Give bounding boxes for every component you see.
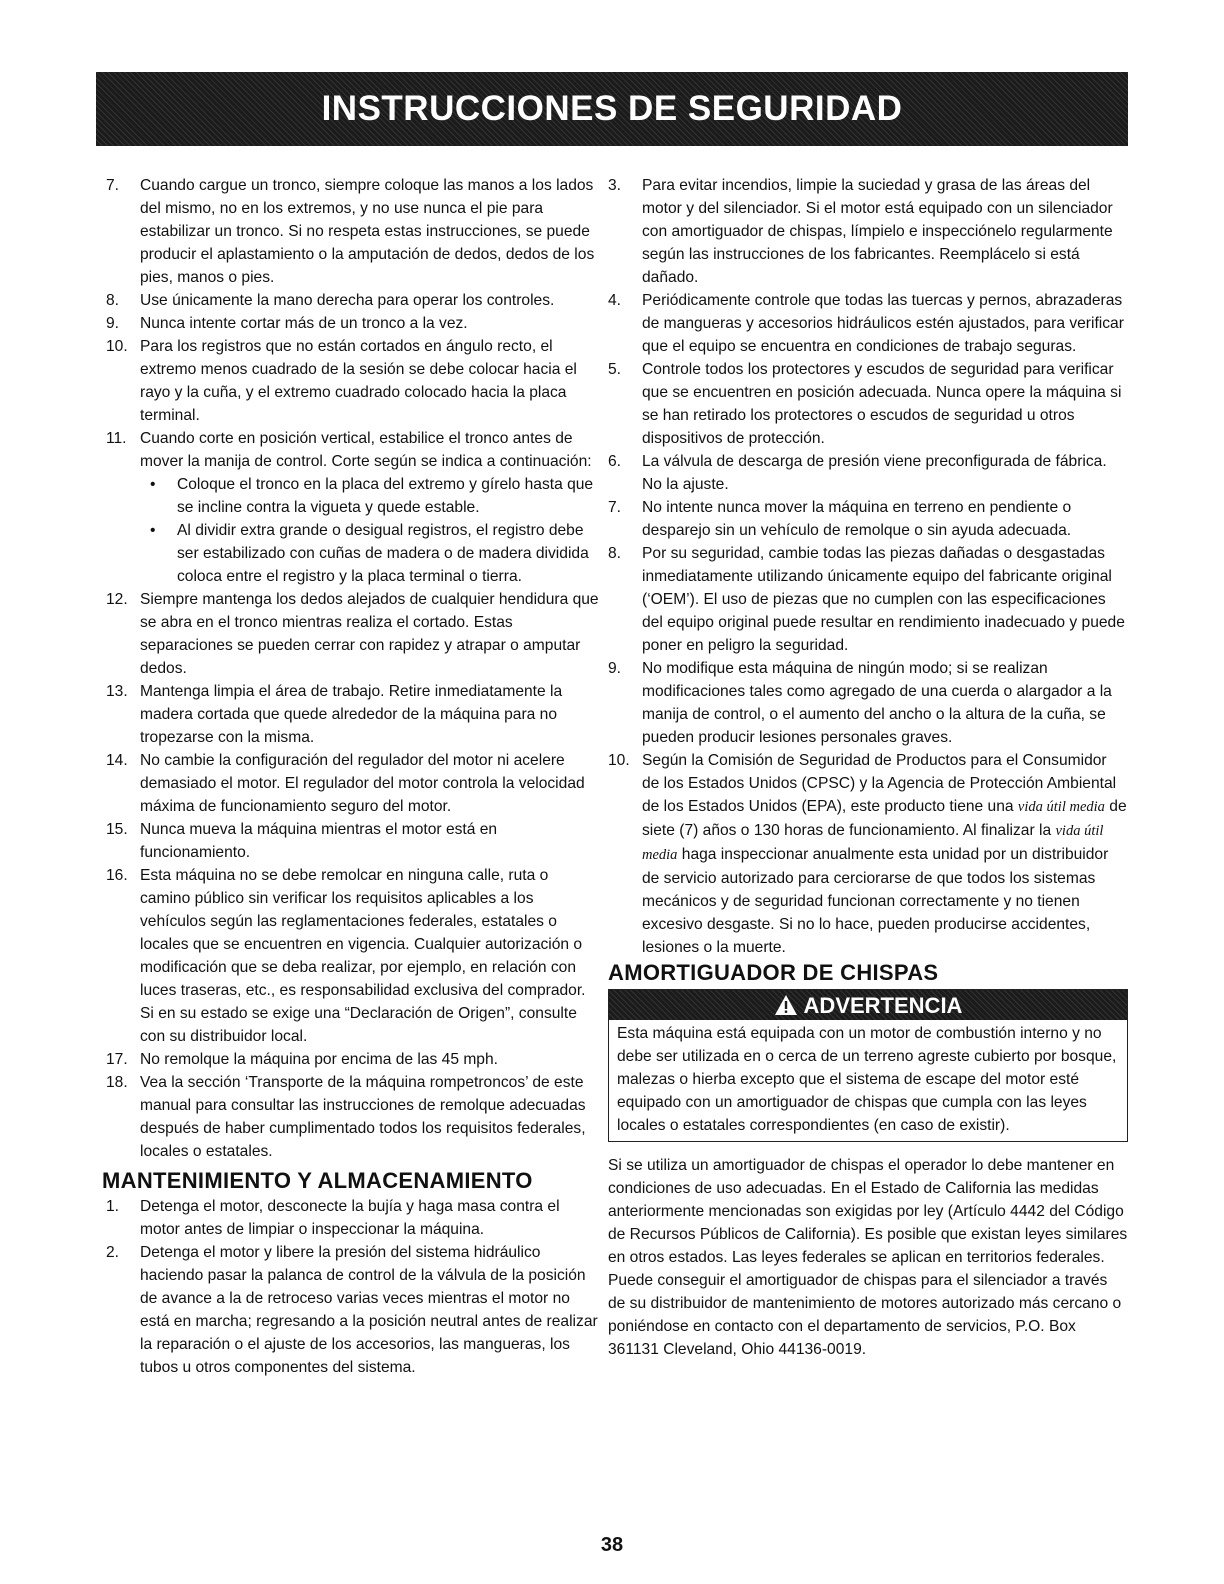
item-number: 1. — [106, 1198, 120, 1215]
list-item — [106, 818, 600, 864]
item-text: Nunca intente cortar más de un tronco a la vez. — [140, 315, 468, 332]
item-number: 17. — [106, 1051, 128, 1068]
maintenance-heading: MANTENIMIENTO Y ALMACENAMIENTO — [102, 1168, 533, 1193]
item-text: No cambie la configuración del regulador del motor ni acelere demasiado el motor. El regulador del motor controla la velocidad máxima de funcionamiento seguro del motor. — [140, 752, 585, 815]
list-item — [608, 358, 1128, 450]
item-text: No intente nunca mover la máquina en terreno en pendiente o desparejo sin un vehículo de remolque o sin ayuda adecuada. — [642, 499, 1072, 539]
item-text: Detenga el motor y libere la presión del sistema hidráulico haciendo pasar la palanca de control de la válvula de la posición de avance a la de retroceso varias veces mientras el motor no está en marcha; regresando a la posición neutral antes de realizar la reparación o el ajuste de los accesorios, las mangueras, los tubos u otros componentes del sistema. — [140, 1244, 598, 1376]
bullet-list — [140, 473, 600, 588]
item-text: Para los registros que no están cortados en ángulo recto, el extremo menos cuadrado de la sesión se debe colocar hacia el rayo y la cuña, y el extremo cuadrado colocado hacia la placa terminal. — [140, 338, 577, 424]
item-number: 8. — [106, 292, 120, 309]
title-banner — [96, 72, 1128, 146]
paragraph: Puede conseguir el amortiguador de chispas para el silenciador a través de su distribuidor de mantenimiento de motores autorizado más cercano o poniéndose en contacto con el departamento de servicios, P.O. Box 361131 Cleveland, Ohio 44136-0019. — [608, 1272, 1122, 1358]
list-item — [106, 427, 600, 588]
warning-banner — [609, 990, 1127, 1020]
list-item — [106, 1241, 600, 1379]
right-column — [608, 174, 1128, 1361]
item-text: Según la Comisión de Seguridad de Productos para el Consumidor de los Estados Unidos (CPSC) y la Agencia de Protección Ambiental de los Estados Unidos (EPA), este producto tiene una — [642, 752, 1117, 815]
list-item — [106, 335, 600, 427]
list-item — [106, 864, 600, 1048]
item-number: 10. — [608, 752, 630, 769]
item-text: Nunca mueva la máquina mientras el motor está en funcionamiento. — [140, 821, 498, 861]
list-item — [106, 749, 600, 818]
warning-triangle-icon — [774, 994, 798, 1016]
item-text: Periódicamente controle que todas las tuercas y pernos, abrazaderas de mangueras y accesorios hidráulicos estén ajustados, para verificar que el equipo se encuentra en condiciones de trabajo seguras. — [642, 292, 1124, 355]
item-number: 6. — [608, 453, 622, 470]
item-number: 4. — [608, 292, 622, 309]
item-text: No modifique esta máquina de ningún modo; si se realizan modificaciones tales como agregado de una cuerda o alargador a la manija de control, o el aumento del ancho o la altura de la cuña, se pueden producir lesiones personales graves. — [642, 660, 1112, 746]
list-item — [106, 1071, 600, 1163]
item-text: Detenga el motor, desconecte la bujía y haga masa contra el motor antes de limpiar o inspeccionar la máquina. — [140, 1198, 560, 1238]
item-text: La válvula de descarga de presión viene preconfigurada de fábrica. No la ajuste. — [642, 453, 1107, 493]
warning-box — [608, 989, 1128, 1142]
list-item — [106, 174, 600, 289]
item-text: Para evitar incendios, limpie la suciedad y grasa de las áreas del motor y del silenciador. Si el motor está equipado con un silenciador con amortiguador de chispas, límpielo e inspecciónelo regularmente según las instrucciones de los fabricantes. Reemplácelo si está dañado. — [642, 177, 1113, 286]
list-item — [608, 289, 1128, 358]
list-item — [608, 749, 1128, 959]
list-item — [608, 174, 1128, 289]
item-number: 8. — [608, 545, 622, 562]
item-text: Esta máquina no se debe remolcar en ninguna calle, ruta o camino público sin verificar los requisitos aplicables a los vehículos según las reglamentaciones federales, estatales o locales que se encuentren en vigencia. Cualquier autorización o modificación que se deba realizar, por ejemplo, en relación con luces traseras, etc., es responsabilidad exclusiva del comprador. Si en su estado se exige una “Declaración de Origen”, consulte con su distribuidor local. — [140, 867, 586, 1045]
item-text: Controle todos los protectores y escudos de seguridad para verificar que se encuentren en posición adecuada. Nunca opere la máquina si se han retirado los protectores o escudos de seguridad u otros dispositivos de protección. — [642, 361, 1122, 447]
bullet-item: • Al dividir extra grande o desigual registros, el registro debe ser estabilizado con cuñas de madera o de madera dividida coloca entre el registro y la placa terminal o tierra. — [140, 519, 600, 588]
list-item — [608, 542, 1128, 657]
item-text: Por su seguridad, cambie todas las piezas dañadas o desgastadas inmediatamente utilizando únicamente equipo del fabricante original (‘OEM’). El uso de piezas que no cumplen con las especificaciones del equipo original puede resultar en rendimiento inadecuado y puede poner en peligro la seguridad. — [642, 545, 1125, 654]
warning-text: Esta máquina está equipada con un motor de combustión interno y no debe ser utilizada en o cerca de un terreno agreste cubierto por bosque, malezas o hierba excepto que el sistema de escape del motor esté equipado con un amortiguador de chispas que cumpla con las leyes locales o estatales correspondientes (en caso de existir). — [617, 1025, 1117, 1134]
item-text: Mantenga limpia el área de trabajo. Retire inmediatamente la madera cortada que quede alrededor de la máquina para no tropezarse con la misma. — [140, 683, 563, 746]
italic-term: vida útil media — [1017, 799, 1105, 815]
bullet-item: • Coloque el tronco en la placa del extremo y gírelo hasta que se incline contra la vigueta y quede estable. — [140, 473, 600, 519]
item-number: 9. — [608, 660, 622, 677]
list-item — [106, 1048, 600, 1071]
list-item — [106, 1195, 600, 1241]
item-number: 11. — [106, 430, 127, 447]
item-text: Siempre mantenga los dedos alejados de cualquier hendidura que se abra en el tronco mientras realiza el cortado. Estas separaciones se pueden cerrar con rapidez y atrapar o amputar dedos. — [140, 591, 599, 677]
warning-title: ADVERTENCIA — [803, 992, 963, 1018]
item-text: Use únicamente la mano derecha para operar los controles. — [140, 292, 555, 309]
list-item — [608, 496, 1128, 542]
item-text: haga inspeccionar anualmente esta unidad por un distribuidor de servicio autorizado para cerciorarse de que todos los sistemas mecánicos y de seguridad funcionan correctamente y no tienen excesivo desgaste. Si no lo hace, pueden producirse accidentes, lesiones o la muerte. — [642, 846, 1109, 956]
item-text: Cuando cargue un tronco, siempre coloque las manos a los lados del mismo, no en los extremos, y no use nunca el pie para estabilizar un tronco. Si no respeta estas instrucciones, se puede producir el aplastamiento o la amputación de dedos, dedos de los pies, manos o pies. — [140, 177, 595, 286]
item-text: Vea la sección ‘Transporte de la máquina rompetroncos’ de este manual para consultar las instrucciones de remolque adecuadas después de haber cumplimentado todos los requisitos federales, locales o estatales. — [140, 1074, 586, 1160]
item-text: No remolque la máquina por encima de las 45 mph. — [140, 1051, 498, 1068]
italic-term: vida útil media — [642, 823, 1104, 863]
list-item — [106, 289, 600, 312]
item-number: 9. — [106, 315, 120, 332]
list-item — [608, 450, 1128, 496]
spark-arrestor-heading: AMORTIGUADOR DE CHISPAS — [608, 960, 939, 985]
item-text: Cuando corte en posición vertical, estabilice el tronco antes de mover la manija de control. Corte según se indica a continuación: — [140, 430, 592, 470]
item-text: de siete (7) años o 130 horas de funcionamiento. Al finalizar la — [642, 798, 1127, 839]
page-title: INSTRUCCIONES DE SEGURIDAD — [321, 89, 903, 128]
list-item — [106, 588, 600, 680]
item-number: 12. — [106, 591, 128, 608]
list-item — [608, 657, 1128, 749]
item-number: 7. — [608, 499, 622, 516]
item-number: 7. — [106, 177, 120, 194]
page-number: 38 — [600, 1534, 624, 1556]
item-number: 14. — [106, 752, 128, 769]
list-item — [106, 680, 600, 749]
item-number: 3. — [608, 177, 622, 194]
paragraph: Si se utiliza un amortiguador de chispas el operador lo debe mantener en condiciones de uso adecuadas. En el Estado de California las medidas anteriormente mencionadas son exigidas por ley (Artículo 4442 del Código de Recursos Públicos de California). Es posible que existan leyes similares en otros estados. Las leyes federales se aplican en territorios federales. — [608, 1157, 1128, 1266]
item-number: 5. — [608, 361, 622, 378]
spark-arrestor-paragraphs — [608, 1154, 1128, 1361]
item-number: 15. — [106, 821, 128, 838]
list-item — [106, 312, 600, 335]
item-number: 10. — [106, 338, 128, 355]
item-number: 18. — [106, 1074, 128, 1091]
left-column — [102, 174, 600, 1379]
item-number: 16. — [106, 867, 128, 884]
item-number: 13. — [106, 683, 128, 700]
item-number: 2. — [106, 1244, 120, 1261]
